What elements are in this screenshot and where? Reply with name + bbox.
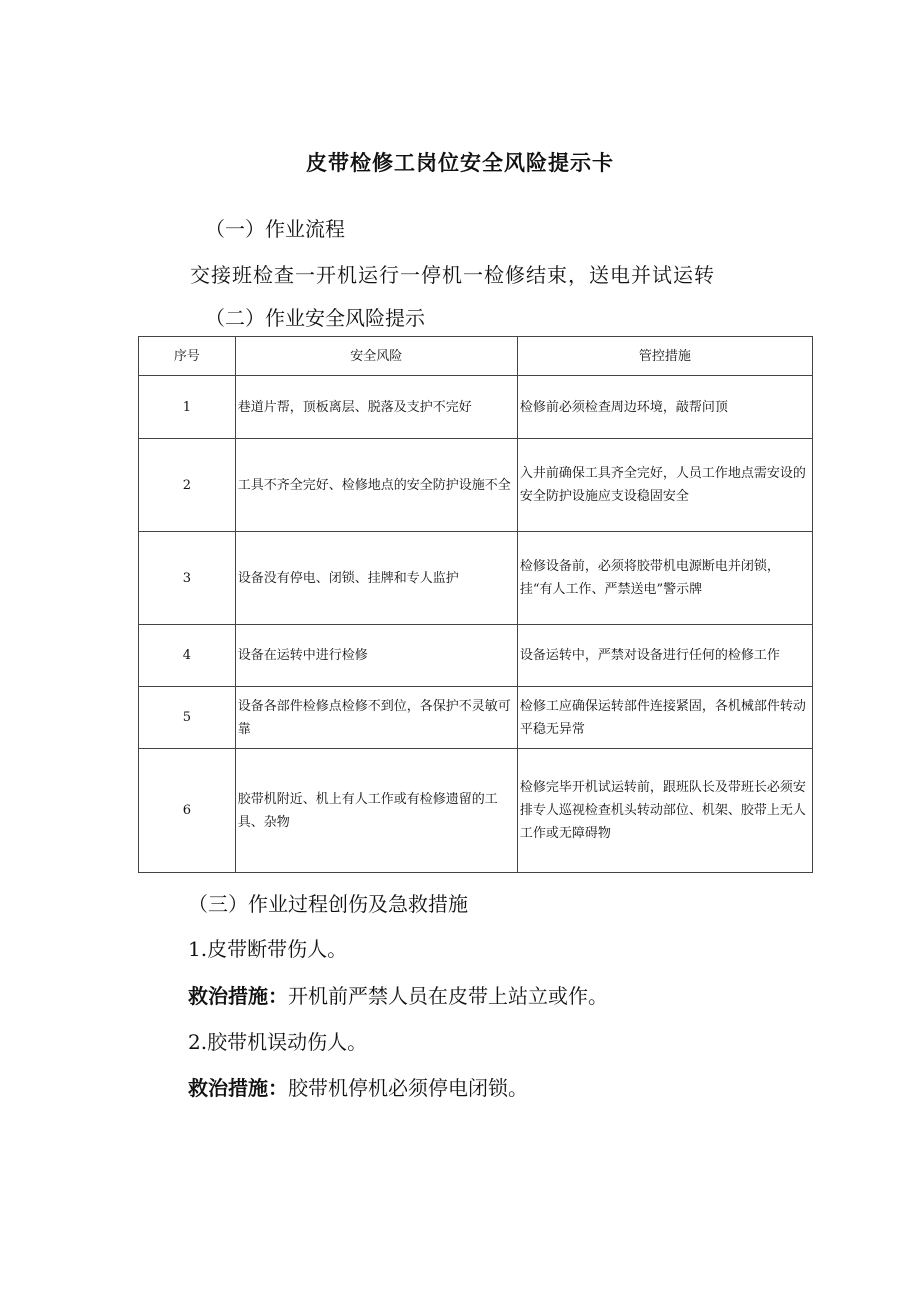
section3-heading: （三）作业过程创伤及急救措施 <box>188 892 468 916</box>
table-row <box>139 625 813 687</box>
rescue-text-1: 开机前严禁人员在皮带上站立或作。 <box>288 984 608 1008</box>
rescue-measure-1 <box>188 980 608 1009</box>
row-risk: 胶带机附近、机上有人工作或有检修遗留的工具、杂物 <box>235 749 517 873</box>
injury-item-2: 2.胶带机误动伤人。 <box>188 1030 368 1054</box>
rescue-label-1: 救治措施： <box>188 984 288 1008</box>
table-row <box>139 749 813 873</box>
table-row <box>139 439 813 532</box>
document-title: 皮带检修工岗位安全风险提示卡 <box>306 151 614 175</box>
table-row <box>139 376 813 439</box>
table-row <box>139 687 813 749</box>
row-num: 4 <box>139 625 236 687</box>
row-control: 检修前必须检查周边环境，敲帮问顶 <box>517 376 812 439</box>
row-control: 设备运转中，严禁对设备进行任何的检修工作 <box>517 625 812 687</box>
header-risk: 安全风险 <box>235 337 517 376</box>
row-num: 6 <box>139 749 236 873</box>
row-control: 检修完毕开机试运转前，跟班队长及带班长必须安排专人巡视检查机头转动部位、机架、胶带上无人工作或无障碍物 <box>517 749 812 873</box>
work-flow-text: 交接班检查一开机运行一停机一检修结束，送电并试运转 <box>190 263 715 287</box>
row-num: 5 <box>139 687 236 749</box>
row-num: 1 <box>139 376 236 439</box>
rescue-label-2: 救治措施： <box>188 1076 288 1100</box>
row-risk: 设备各部件检修点检修不到位，各保护不灵敏可靠 <box>235 687 517 749</box>
row-num: 3 <box>139 532 236 625</box>
row-risk: 工具不齐全完好、检修地点的安全防护设施不全 <box>235 439 517 532</box>
row-control: 检修工应确保运转部件连接紧固，各机械部件转动平稳无异常 <box>517 687 812 749</box>
row-num: 2 <box>139 439 236 532</box>
table-header-row <box>139 337 813 376</box>
header-num: 序号 <box>139 337 236 376</box>
section2-heading: （二）作业安全风险提示 <box>205 306 425 330</box>
risk-table <box>138 336 813 873</box>
rescue-measure-2 <box>188 1072 528 1101</box>
row-control: 检修设备前，必须将胶带机电源断电并闭锁，挂“有人工作、严禁送电”警示牌 <box>517 532 812 625</box>
injury-item-1: 1.皮带断带伤人。 <box>188 937 348 961</box>
row-risk: 设备没有停电、闭锁、挂牌和专人监护 <box>235 532 517 625</box>
row-risk: 设备在运转中进行检修 <box>235 625 517 687</box>
rescue-text-2: 胶带机停机必须停电闭锁。 <box>288 1076 528 1100</box>
header-control: 管控措施 <box>517 337 812 376</box>
row-control: 入井前确保工具齐全完好，人员工作地点需安设的安全防护设施应支设稳固安全 <box>517 439 812 532</box>
table-row <box>139 532 813 625</box>
row-risk: 巷道片帮，顶板离层、脱落及支护不完好 <box>235 376 517 439</box>
section1-heading: （一）作业流程 <box>205 217 345 241</box>
